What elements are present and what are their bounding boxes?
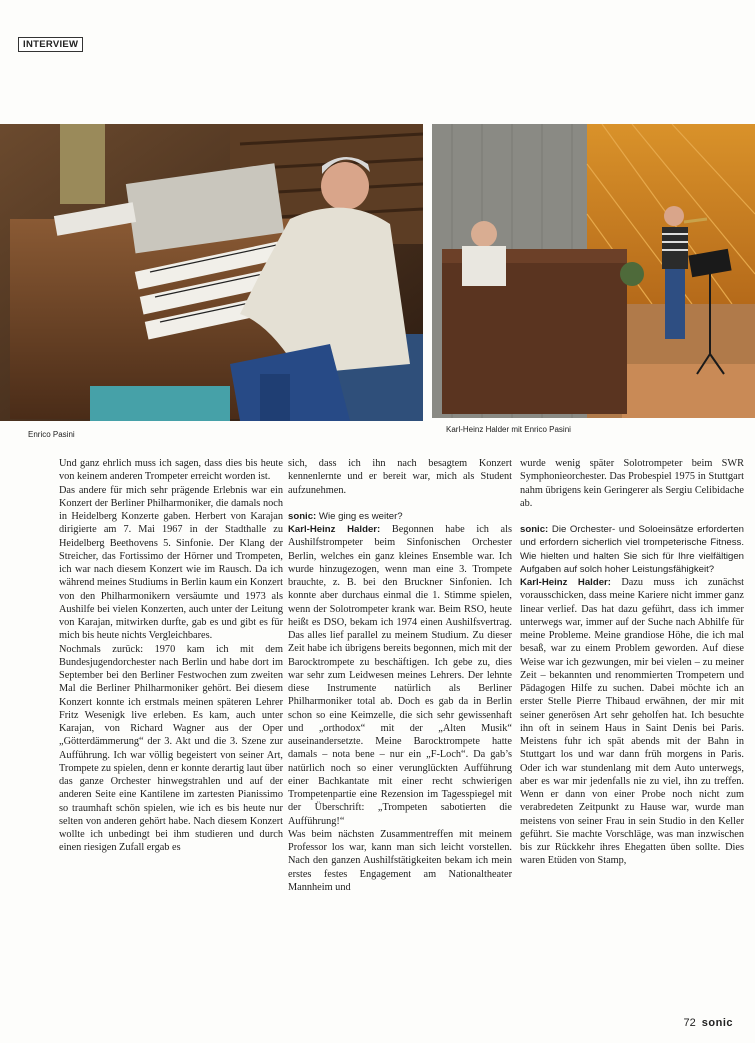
article-paragraph [520, 576, 744, 868]
paragraph-text: Nochmals zurück: 1970 kam ich mit dem Bundesjugendorchester nach Berlin und habe dort im September bei den Berliner Festwochen zum zweiten Mal die Berliner Philharmoniker gehört. Bei diesem Konzert konnte ich erstmals meinen späteren Lehrer Fritz Wesenigk live erleben. Es kam, auch unter Karajan, von Richard Wagner aus der Oper „Götterdämmerung“ der 3. Akt und die 3. Szene zur Aufführung. Ich war völlig begeistert von seiner Art, Trompete zu spielen, denn er konnte derartig laut über das ganze Orchester hinwegstrahlen und auf der anderen Seite eine Kantilene im zartesten Pianissimo so traumhaft schön spielen, wie ich es bis heute nur selten von anderen gehört habe. Nach diesem Konzert wollte ich unbedingt bei ihm studieren und durch einen riesigen Zufall ergab es [59, 643, 283, 854]
paragraph-text: Das andere für mich sehr prägende Erlebnis war ein Konzert der Berliner Philharmoniker, die damals noch in Heidelberg Konzerte gaben. Herbert von Karajan dirigierte am 7. Mai 1967 in der Stadthalle zu Heidelberg Beethovens 5. Sinfonie. Der Klang der Streicher, das Fortissimo der Hörner und Trompeten, ich war nach diesem Konzert wie im Rausch. Da ich während meines Studiums in Berlin kaum ein Konzert von den Philharmonikern versäumte und 1973 als Aushilfe bei vielen Konzerten, auch unter der Leitung von Karajan, mitwirken durfte, gab es und gibt es für mich bis heute nichts Vergleichbares. [59, 484, 283, 642]
article-paragraph [288, 828, 512, 894]
paragraph-text: Die Orchester- und Soloeinsätze erforderten und erfordern sicherlich viel trompeterische Fitness. Wie hielten und halten Sie sich für Ihre vielfältigen Aufgaben auf solch hoher Leistungsfähigkeit? [520, 524, 744, 575]
article-paragraph [288, 523, 512, 828]
article-paragraph [288, 457, 512, 497]
magazine-brand: sonic [701, 1017, 733, 1029]
photo-organist [0, 124, 423, 421]
article-paragraph [59, 643, 283, 855]
paragraph-text: Und ganz ehrlich muss ich sagen, dass dies bis heute von keinem anderen Trompeter erreicht worden ist. [59, 458, 283, 483]
church-photo-illustration [432, 124, 755, 418]
organ-photo-illustration [0, 124, 423, 421]
paragraph-text: wurde wenig später Solotrompeter beim SWR Symphonieorchester. Das Probespiel 1975 in Stuttgart nahm übrigens kein Geringerer als Sergiu Celibidache ab. [520, 458, 744, 509]
article-paragraph [59, 484, 283, 643]
speaker-label: sonic: [288, 510, 317, 522]
article-paragraph [520, 457, 744, 510]
article-column [288, 457, 512, 894]
section-label: INTERVIEW [18, 37, 83, 52]
paragraph-text: sich, dass ich ihn nach besagtem Konzert kennenlernte und er bereit war, mich als Student aufzunehmen. [288, 458, 512, 496]
photo-organist-with-trumpeter [432, 124, 755, 418]
page-number: 72 [683, 1017, 696, 1029]
paragraph-text: Was beim nächsten Zusammentreffen mit meinem Professor los war, kann man sich leicht vorstellen. Nach den ganzen Aushilfstätigkeiten bekam ich mein erstes festes Engagement am Nationaltheater Mannheim und [288, 828, 512, 893]
photo-caption: Enrico Pasini [28, 430, 75, 439]
page-footer [684, 1017, 733, 1029]
photo-caption: Karl-Heinz Halder mit Enrico Pasini [446, 425, 571, 434]
paragraph-text: Wie ging es weiter? [316, 510, 403, 522]
speaker-label: Karl-Heinz Halder: [520, 577, 611, 588]
speaker-label: Karl-Heinz Halder: [288, 524, 381, 535]
interview-question [520, 523, 744, 576]
speaker-label: sonic: [520, 524, 549, 535]
interview-question [288, 510, 512, 523]
article-column [59, 457, 283, 855]
article-paragraph [59, 457, 283, 484]
paragraph-text: Begonnen habe ich als Aushilfstrompeter beim Sinfonischen Orchester Berlin, welches ein ganz kleines Ensemble war. Ich wurde hinzugezogen, wenn man eine 3. Trompete brauchte, z. B. bei den Bruckner Sinfonien. Ich konnte aber durchaus einmal die 1. Stimme spielen, wenn der Solotrompeter krank war. Beim RSO, heute heißt es DSO, bekam ich 1974 einen Aushilfsvertrag. Das alles lief parallel zu meinem Studium. Zu dieser Zeit habe ich übrigens bereits begonnen, mich mit der Barocktrompete zu beschäftigen. Ich gebe zu, dies war sehr zum Leidwesen meines Lehrers. Der lehnte diese Instrumente natürlich als Berliner Philharmoniker total ab. Doch es gab da in Berlin schon so eine Keimzelle, die sich sehr gewissenhaft und „orthodox“ mit der „Alten Musik“ auseinandersetzte. Meine Barocktrompete hatte damals – nota bene – nur ein „F-Loch“. Da gab’s natürlich noch so einer verunglückten Aufführung einer Bachkantate mit einer recht schwierigen Trompetenpartie eine Rezension im Tagesspiegel mit der Überschrift: „Trompeten sabotierten die Aufführung!“ [288, 524, 512, 827]
article-column [520, 457, 744, 868]
paragraph-text: Dazu muss ich zunächst vorausschicken, dass meine Kariere nicht immer ganz linear verlief. Das hat dazu geführt, dass ich immer unterwegs war, immer auf der Suche nach Abhilfe für meine Probleme. Meine grandiose Höhe, die ich mal besaß, war zu einem Problem geworden. Auf diese Weise war ich gezwungen, mir bei vielen – zu meiner Zeit – bekannten und renommierten Trompetern und Pädagogen Hilfe zu suchen. Dabei möchte ich an erster Stelle Pierre Thibaud erwähnen, der mir mit seiner generösen Art sehr geholfen hat. Ich besuchte ihn oft in seinem Haus in Saint Denis bei Paris. Meistens fuhr ich spät abends mit der Bahn in Stuttgart los und war dann früh morgens in Paris. Oder ich war stundenlang mit dem Auto unterwegs, aber es war mir jedenfalls nie zu viel, ihn zu treffen. Wenn er dann von einer Probe noch nicht zum verabredeten Zeitpunkt zu Hause war, wurde man meistens von seiner Frau in sein Studio in den Keller geführt. Sie machte Vorschläge, was man inzwischen bis zur Rückkehr ihres Ehegatten üben sollte. Dies waren Etüden von Stamp, [520, 577, 744, 867]
